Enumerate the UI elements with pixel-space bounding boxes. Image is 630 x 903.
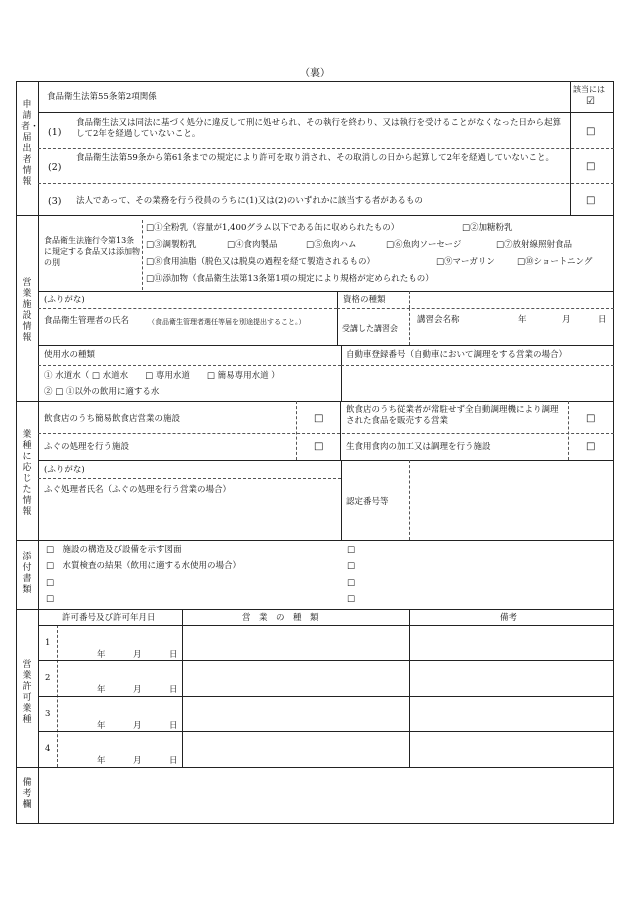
law-heading: 食品衛生法第55条第2項関係 xyxy=(47,92,157,102)
permit-day: 日 xyxy=(169,685,178,695)
furigana-label: (ふりがな) xyxy=(44,295,85,305)
manager-name-label: 食品衛生管理者の氏名 xyxy=(44,316,130,326)
qualification-label: 資格の種類 xyxy=(343,295,386,305)
section-label-attachments: 添付書類 xyxy=(22,552,32,595)
permit-year: 年 xyxy=(97,685,106,695)
raw-meat-checkbox[interactable]: □ xyxy=(586,441,596,452)
manager-note: （食品衛生管理者選任等届を別途提出すること。） xyxy=(148,318,306,326)
item-text: 法人であって、その業務を行う役員のうちに(1)又は(2)のいずれかに該当する者があるもの xyxy=(76,196,423,206)
fugu-facility-checkbox[interactable]: □ xyxy=(314,441,324,452)
attachment-item[interactable]: □ xyxy=(46,594,55,604)
item-number: (1) xyxy=(48,127,62,138)
attachment-item[interactable]: □ 施設の構造及び設備を示す図面 xyxy=(46,545,182,555)
water-option-tap[interactable]: ① 水道水（ □ 水道水 □ 専用水道 □ 簡易専用水道 ） xyxy=(44,371,280,381)
section-label-applicant: 申請者・届出者情報 xyxy=(21,100,40,187)
permit-month: 月 xyxy=(133,756,142,766)
permit-month: 月 xyxy=(133,650,142,660)
permit-row-number: 3 xyxy=(45,709,51,719)
auto-cooking-label: 飲食店のうち従業者が常駐せず全自動調理機により調理された食品を販売する営業 xyxy=(346,405,559,427)
section-label-business: 業種に応じた情報 xyxy=(22,430,32,517)
attachment-item[interactable]: □ xyxy=(46,578,55,588)
simple-restaurant-checkbox[interactable]: □ xyxy=(314,413,324,424)
food-option[interactable]: □②加糖粉乳 xyxy=(462,223,513,233)
food-option[interactable]: □⑥魚肉ソーセージ xyxy=(386,240,462,250)
food-option[interactable]: □⑩ショートニング xyxy=(517,257,593,267)
permit-year: 年 xyxy=(97,650,106,660)
course-year: 年 xyxy=(518,315,527,325)
food-option[interactable]: □①全粉乳（容量が1,400グラム以下である缶に収められたもの） xyxy=(146,223,400,233)
permit-day: 日 xyxy=(169,756,178,766)
course-month: 月 xyxy=(562,315,571,325)
furigana-label: (ふりがな) xyxy=(44,465,85,475)
cert-number-label: 認定番号等 xyxy=(346,497,389,507)
attachment-item[interactable]: □ 水質検査の結果（飲用に適する水使用の場合） xyxy=(46,561,242,571)
item-number: (3) xyxy=(48,196,62,207)
page-title: （裏） xyxy=(300,68,330,79)
attachment-checkbox[interactable]: □ xyxy=(347,578,356,588)
applicable-check-icon: ☑ xyxy=(586,96,595,107)
col-permit-header: 許可番号及び許可年月日 xyxy=(62,613,156,623)
food-label: 食品衛生法施行令第13条に規定する食品又は添加物の別 xyxy=(44,236,140,267)
car-registration-label: 自動車登録番号（自動車において調理をする営業の場合） xyxy=(346,350,568,360)
water-type-label: 使用水の種類 xyxy=(44,350,96,360)
attachment-checkbox[interactable]: □ xyxy=(347,594,356,604)
item-checkbox[interactable]: □ xyxy=(586,195,596,206)
section-label-permits: 営業許可業種 xyxy=(22,660,32,725)
permit-year: 年 xyxy=(97,756,106,766)
raw-meat-label: 生食用食肉の加工又は調理を行う施設 xyxy=(346,442,491,452)
item-text: 食品衛生法第59条から第61条までの規定により許可を取り消され、その取消しの日から起算して2年を経過していないこと。 xyxy=(76,153,555,163)
permit-day: 日 xyxy=(169,650,178,660)
water-option-other[interactable]: ② □ ①以外の飲用に適する水 xyxy=(44,387,160,397)
simple-restaurant-label: 飲食店のうち簡易飲食店営業の施設 xyxy=(44,414,181,424)
food-option[interactable]: □⑧食用油脂（脱色又は脱臭の過程を経て製造されるもの） xyxy=(146,257,376,267)
fugu-facility-label: ふぐの処理を行う施設 xyxy=(44,442,130,452)
food-option[interactable]: □⑤魚肉ハム xyxy=(306,240,357,250)
permit-year: 年 xyxy=(97,721,106,731)
item-checkbox[interactable]: □ xyxy=(586,126,596,137)
food-option[interactable]: □⑪添加物（食品衛生法第13条第1項の規定により規格が定められたもの） xyxy=(146,274,434,284)
col-remarks-header: 備考 xyxy=(500,613,518,623)
permit-row-number: 2 xyxy=(45,673,51,683)
section-label-facility: 営業施設情報 xyxy=(22,278,32,343)
permit-row-number: 4 xyxy=(45,744,51,754)
food-option[interactable]: □③調製粉乳 xyxy=(146,240,197,250)
attachment-checkbox[interactable]: □ xyxy=(347,545,356,555)
permit-month: 月 xyxy=(133,685,142,695)
food-option[interactable]: □⑦放射線照射食品 xyxy=(496,240,573,250)
course-label: 受講した講習会 xyxy=(342,324,398,333)
course-name-label: 講習会名称 xyxy=(417,315,460,325)
section-label-remarks: 備考欄 xyxy=(22,778,32,810)
col-type-header: 営 業 の 種 類 xyxy=(242,613,319,623)
item-checkbox[interactable]: □ xyxy=(586,161,596,172)
permit-month: 月 xyxy=(133,721,142,731)
attachment-checkbox[interactable]: □ xyxy=(347,561,356,571)
permit-day: 日 xyxy=(169,721,178,731)
remarks-field[interactable] xyxy=(40,769,612,822)
item-number: (2) xyxy=(48,162,62,173)
item-text: 食品衛生法又は同法に基づく処分に違反して刑に処せられ、その執行を終わり、又は執行を受けることがなくなった日から起算して2年を経過していないこと。 xyxy=(76,118,562,140)
food-option[interactable]: □⑨マーガリン xyxy=(436,257,495,267)
fugu-handler-label: ふぐ処理者氏名（ふぐの処理を行う営業の場合） xyxy=(44,485,232,495)
permit-row-number: 1 xyxy=(45,638,51,648)
course-day: 日 xyxy=(598,315,607,325)
food-option[interactable]: □④食肉製品 xyxy=(227,240,278,250)
applicable-header: 該当には xyxy=(573,85,605,94)
auto-cooking-checkbox[interactable]: □ xyxy=(586,413,596,424)
